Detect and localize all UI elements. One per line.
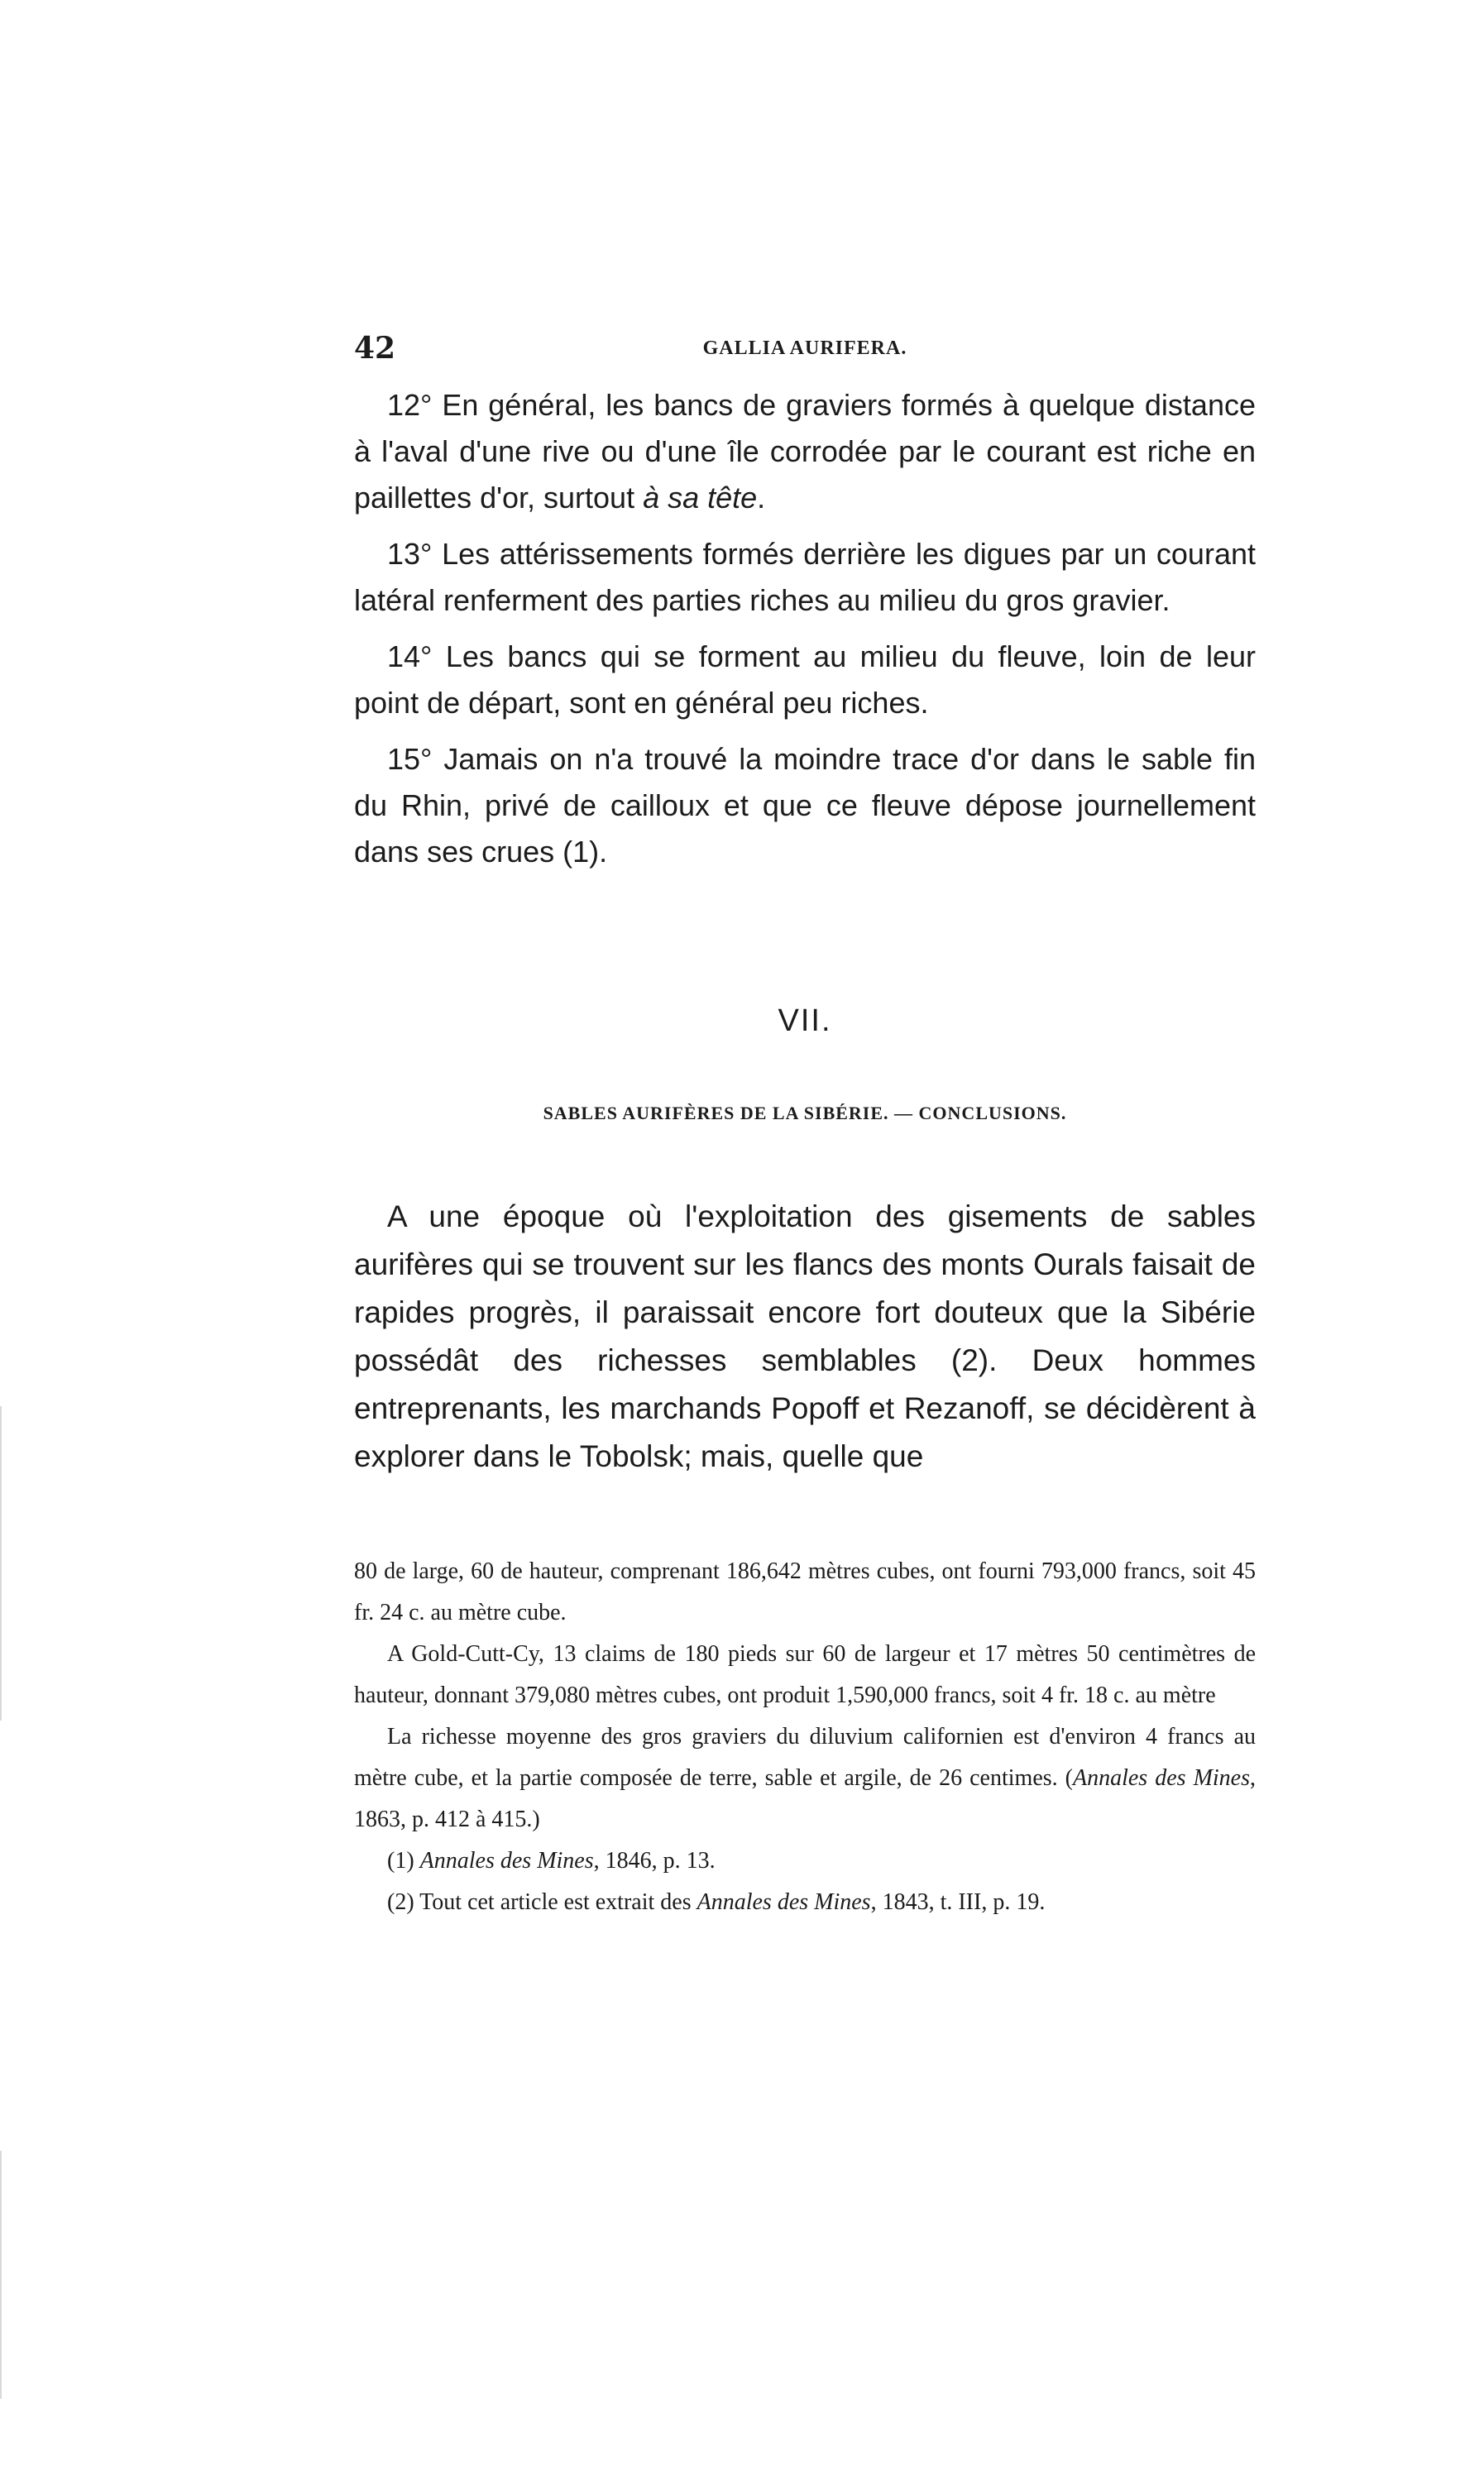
footnote-1: (1) Annales des Mines, 1846, p. 13. (387, 1848, 716, 1874)
rule-14: 14° Les bancs qui se forment au milieu du fleuve, loin de leur point de départ, sont en général peu riches. (354, 639, 1256, 720)
intro-paragraph: A une époque où l'exploitation des gisements de sables aurifères qui se trouvent sur les flancs des monts Ourals faisait de rapides progrès, il paraissait encore fort douteux que la Sibérie possédât des richesses semblables (2). Deux hommes entreprenants, les marchands Popoff et Rezanoff, se décidèrent à explorer dans le Tobolsk; mais, quelle que (354, 1199, 1256, 1473)
rule-13: 13° Les attérissements formés derrière les digues par un courant latéral renferment des parties riches au milieu du gros gravier. (354, 537, 1256, 617)
rules-list (354, 382, 1256, 885)
rule-12: 12° En général, les bancs de graviers formés à quelque distance à l'aval d'une rive ou d'une île corrodée par le courant est riche en paillettes d'or, surtout à sa tête. (354, 388, 1256, 515)
running-title: GALLIA AURIFERA. (702, 337, 907, 359)
page-header (354, 331, 1256, 364)
section-title: SABLES AURIFÈRES DE LA SIBÉRIE. — CONCLUSIONS. (543, 1103, 1067, 1123)
rule-15: 15° Jamais on n'a trouvé la moindre trace d'or dans le sable fin du Rhin, privé de cailloux et que ce fleuve dépose journellement dans ses crues (1). (354, 742, 1256, 869)
footnote-continuation: 80 de large, 60 de hauteur, comprenant 186,642 mètres cubes, ont fourni 793,000 francs, soit 45 fr. 24 c. au mètre cube. (354, 1558, 1256, 1625)
section-number: VII. (778, 1003, 832, 1038)
page-number: 42 (354, 331, 396, 366)
footnote-richesse: La richesse moyenne des gros graviers du diluvium californien est d'environ 4 francs au mètre cube, et la partie composée de terre, sable et argile, de 26 centimes. (Annales des Mines, 1863, p. 412 à 415.) (354, 1724, 1256, 1832)
scan-edge-line (0, 2151, 2, 2399)
footnote-gold-cutt: A Gold-Cutt-Cy, 13 claims de 180 pieds sur 60 de largeur et 17 mètres 50 centimètres de hauteur, donnant 379,080 mètres cubes, ont produit 1,590,000 francs, soit 4 fr. 18 c. au mètre (354, 1641, 1256, 1708)
body-text (354, 1193, 1256, 1481)
scan-edge-line (0, 1406, 2, 1721)
footnote-2: (2) Tout cet article est extrait des Annales des Mines, 1843, t. III, p. 19. (387, 1889, 1046, 1915)
emphasis: à sa tête (643, 481, 758, 515)
footnotes (354, 1551, 1256, 1923)
